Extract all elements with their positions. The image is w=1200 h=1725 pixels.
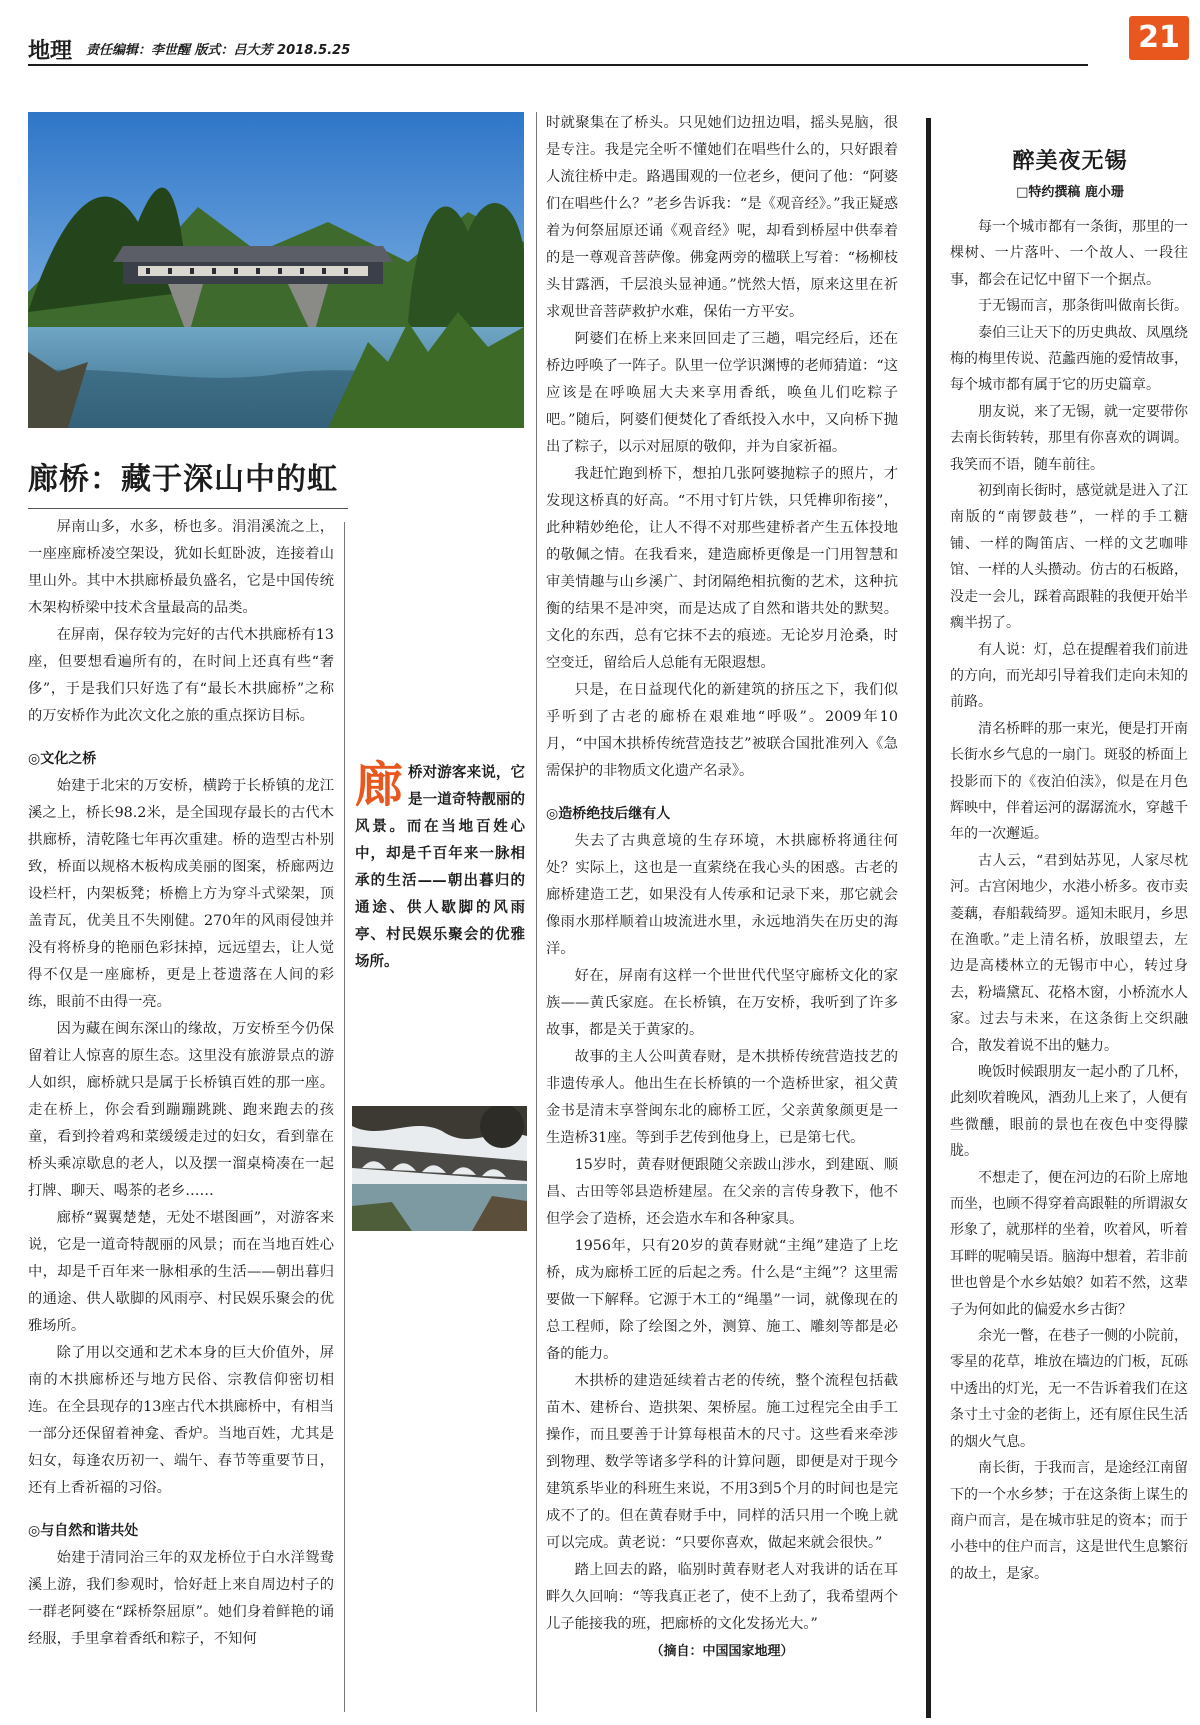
article-title: 廊桥：藏于深山中的虹 [28, 462, 338, 497]
body-paragraph: 泰伯三让天下的历史典故、凤凰绕梅的梅里传说、范蠡西施的爱情故事，每个城市都有属于它的历史篇章。 [950, 324, 1188, 394]
body-paragraph: 阿婆们在桥上来来回回走了三趟，唱完经后，还在桥边呼唤了一阵子。队里一位学识渊博的老师猜道：“这应该是在呼唤屈大夫来享用香纸，唤鱼儿们吃粽子吧。”随后，阿婆们便焚化了香纸投入水中，又向桥下抛出了粽子，以示对屈原的敬仰，并为自家祈福。 [546, 331, 898, 455]
body-paragraph: 失去了古典意境的生存环境，木拱廊桥将通往何处？实际上，这也是一直萦绕在我心头的困惑。古老的廊桥建造工艺，如果没有人传承和记录下来，那它就会像雨水那样顺着山坡流进水里，永远地消失在历史的海洋。 [546, 833, 898, 957]
body-paragraph: 于无锡而言，那条街叫做南长街。 [978, 298, 1188, 315]
body-paragraph: 因为藏在闽东深山的缘故，万安桥至今仍保留着让人惊喜的原生态。这里没有旅游景点的游人如织，廊桥就只是属于长桥镇百姓的那一座。走在桥上，你会看到蹦蹦跳跳、跑来跑去的孩童，看到拎着鸡和菜缓缓走过的妇女，看到靠在桥头乘凉歇息的老人，以及摆一溜桌椅凑在一起打牌、聊天、喝茶的老乡…… [28, 1021, 334, 1199]
body-paragraph: 屏南山多，水多，桥也多。涓涓溪流之上，一座座廊桥凌空架设，犹如长虹卧波，连接着山里山外。其中木拱廊桥最负盛名，它是中国传统木架构桥梁中技术含量最高的品类。 [28, 519, 334, 616]
article-column-2 [546, 110, 898, 1665]
body-paragraph: 始建于北宋的万安桥，横跨于长桥镇的龙江溪之上，桥长98.2米，是全国现存最长的古代木拱廊桥，清乾隆七年再次重建。桥的造型古朴别致，桥面以规格木板构成美丽的图案，桥廊两边设栏杆，内架板凳；桥檐上方为穿斗式梁架，顶盖青瓦，优美且不失刚健。270年的风雨侵蚀并没有将桥身的艳丽色彩抹掉，远远望去，让人觉得不仅是一座廊桥，更是上苍遗落在人间的彩练，眼前不由得一亮。 [28, 778, 334, 1010]
body-paragraph: 初到南长街时，感觉就是进入了江南版的“南锣鼓巷”，一样的手工糖铺、一样的陶笛店、一样的文艺咖啡馆、一样的人头攒动。仿古的石板路，没走一会儿，踩着高跟鞋的我便开始半瘸半拐了。 [950, 483, 1188, 632]
pull-quote-text: 桥对游客来说，它是一道奇特靓丽的风景。而在当地百姓心中，却是千百年来一脉相承的生活——朝出暮归的通途、供人歇脚的风雨亭、村民娱乐聚会的优雅场所。 [355, 765, 525, 970]
header-rule [28, 64, 1088, 66]
body-paragraph: 时就聚集在了桥头。只见她们边扭边唱，摇头晃脑，很是专注。我是完全听不懂她们在唱些什么的，只好跟着人流往桥中走。路遇围观的一位老乡，便问了他：“阿婆们在唱些什么？”老乡告诉我：“是《观音经》。”我正疑惑着为何祭屈原还诵《观音经》呢，却看到桥屋中供奉着的是一尊观音菩萨像。佛龛两旁的楹联上写着：“杨柳枝头甘露洒，千层浪头显神通。”恍然大悟，原来这里在祈求观世音菩萨救护水难，保佑一方平安。 [546, 115, 898, 320]
pull-quote-dropcap: 廊 [355, 757, 404, 813]
body-paragraph: 木拱桥的建造延续着古老的传统，整个流程包括截苗木、建桥台、造拱架、架桥屋。施工过程完全由手工操作，而且要善于计算每根苗木的尺寸。这些看来牵涉到物理、数学等诸多学科的计算问题，即便是对于现今建筑系毕业的科班生来说，不用3到5个月的时间也是完成不了的。但在黄春财手中，同样的活只用一个晚上就可以完成。黄老说：“只要你喜欢，做起来就会很快。” [546, 1373, 898, 1551]
body-paragraph: 晚饭时候跟朋友一起小酌了几杯，此刻吹着晚风，酒劲儿上来了，人便有些微醺，眼前的景也在夜色中变得朦胧。 [950, 1064, 1188, 1160]
column-divider [344, 522, 345, 1712]
editor-credits: 责任编辑：李世醒 版式：吕大芳 2018.5.25 [86, 43, 351, 58]
body-paragraph: 在屏南，保存较为完好的古代木拱廊桥有13座，但要想看遍所有的，在时间上还真有些“奢侈”，于是我们只好选了有“最长木拱廊桥”之称的万安桥作为此次文化之旅的重点探访目标。 [28, 627, 334, 724]
body-paragraph: 古人云，“君到姑苏见，人家尽枕河。古宫闲地少，水港小桥多。夜市卖菱藕，春船载绮罗。遥知未眠月，乡思在渔歌。”走上清名桥，放眼望去，左边是高楼林立的无锡市中心，转过身去，粉墙黛瓦、花格木窗，小桥流水人家。过去与未来，在这条街上交织融合，散发着说不出的魅力。 [950, 852, 1188, 1054]
pull-quote [355, 757, 525, 976]
body-paragraph: 除了用以交通和艺术本身的巨大价值外，屏南的木拱廊桥还与地方民俗、宗教信仰密切相连。在全县现存的13座古代木拱廊桥中，有相当一部分还保留着神龛、香炉。当地百姓，尤其是妇女，每逢农历初一、端午、春节等重要节日，还有上香祈福的习俗。 [28, 1345, 334, 1496]
body-paragraph: 只是，在日益现代化的新建筑的挤压之下，我们似乎听到了古老的廊桥在艰难地“呼吸”。2009年10月，“中国木拱桥传统营造技艺”被联合国批准列入《急需保护的非物质文化遗产名录》。 [546, 682, 898, 779]
body-paragraph: 每一个城市都有一条街，那里的一棵树、一片落叶、一个故人、一段往事，都会在记忆中留下一个据点。 [950, 219, 1188, 288]
body-paragraph: 好在，屏南有这样一个世世代代坚守廊桥文化的家族——黄氏家庭。在长桥镇，在万安桥，我听到了许多故事，都是关于黄家的。 [546, 968, 898, 1038]
body-paragraph: 清名桥畔的那一束光，便是打开南长街水乡气息的一扇门。斑驳的桥面上投影而下的《夜泊伯渎》，似是在月色辉映中，伴着运河的潺潺流水，穿越千年的一次邂逅。 [950, 720, 1188, 843]
section-label: 地理 [28, 39, 73, 64]
side-article-bar [926, 118, 931, 1718]
stone-arch-bridge-photo [352, 1106, 527, 1231]
column-divider [536, 112, 537, 1712]
page-number-badge: 21 [1129, 16, 1189, 60]
body-paragraph: 踏上回去的路，临别时黄春财老人对我讲的话在耳畔久久回响：“等我真正老了，使不上劲了，我希望两个儿子能接我的班，把廊桥的文化发扬光大。” [546, 1562, 898, 1632]
body-paragraph: 故事的主人公叫黄春财，是木拱桥传统营造技艺的非遗传承人。他出生在长桥镇的一个造桥世家，祖父黄金书是清末享誉闽东北的廊桥工匠，父亲黄象颜更是一生造桥31座。等到手艺传到他身上，已是第七代。 [546, 1049, 898, 1146]
body-paragraph: 我赶忙跑到桥下，想拍几张阿婆抛粽子的照片，才发现这桥真的好高。“不用寸钉片铁，只凭榫卯衔接”，此种精妙绝伦，让人不得不对那些建桥者产生五体投地的敬佩之情。在我看来，建造廊桥更像是一门用智慧和审美情趣与山乡溪广、封闭隔绝相抗衡的艺术，这种抗衡的结果不是冲突，而是达成了自然和谐共处的默契。文化的东西，总有它抹不去的痕迹。无论岁月沧桑，时空变迁，留给后人总能有无限遐想。 [546, 466, 898, 671]
body-paragraph: 1956年，只有20岁的黄春财就“主绳”建造了上圪桥，成为廊桥工匠的后起之秀。什么是“主绳”？这里需要做一下解释。它源于木工的“绳墨”一词，就像现在的总工程师，除了绘图之外，测算、施工、雕刻等都是必备的能力。 [546, 1238, 898, 1362]
covered-bridge-photo [28, 112, 524, 428]
body-paragraph: 朋友说，来了无锡，就一定要带你去南长街转转，那里有你喜欢的调调。我笑而不语，随车前往。 [950, 403, 1188, 473]
body-paragraph: 廊桥“翼翼楚楚，无处不堪图画”，对游客来说，它是一道奇特靓丽的风景；而在当地百姓心中，却是千百年来一脉相承的生活——朝出暮归的通途、供人歇脚的风雨亭、村民娱乐聚会的优雅场所。 [28, 1210, 334, 1334]
side-article-byline: □特约撰稿 鹿小珊 [1016, 185, 1124, 200]
body-paragraph: 南长街，于我而言，是途经江南留下的一个水乡梦；于在这条街上谋生的商户而言，是在城市驻足的资本；而于小巷中的住户而言，这是世代生息繁衍的故土，是家。 [950, 1460, 1188, 1582]
body-paragraph: 余光一瞥，在巷子一侧的小院前，零星的花草，堆放在墙边的门板，瓦砾中透出的灯光，无一不告诉着我们在这条寸土寸金的老街上，还有原住民生活的烟火气息。 [950, 1328, 1188, 1450]
side-article-column [950, 214, 1188, 1587]
section-subheading: ◎造桥绝技后继有人 [546, 806, 671, 822]
body-paragraph: 始建于清同治三年的双龙桥位于白水洋鸳鸯溪上游，我们参观时，恰好赶上来自周边村子的一群老阿婆在“踩桥祭屈原”。她们身着鲜艳的诵经服，手里拿着香纸和粽子，不知何 [28, 1550, 334, 1647]
body-paragraph: 不想走了，便在河边的石阶上席地而坐，也顾不得穿着高跟鞋的所谓淑女形象了，就那样的坐着，吹着风，听着耳畔的呢喃吴语。脑海中想着，若非前世也曾是个水乡姑娘？如若不然，这辈子为何如此的偏爱水乡古街？ [950, 1169, 1188, 1318]
title-underline [28, 508, 348, 509]
side-article-title: 醉美夜无锡 [1012, 148, 1128, 174]
article-column-1 [28, 514, 334, 1653]
body-paragraph: 有人说：灯，总在提醒着我们前进的方向，而光却引导着我们走向未知的前路。 [950, 641, 1188, 711]
body-paragraph: 15岁时，黄春财便跟随父亲跋山涉水，到建瓯、顺昌、古田等邻县造桥建屋。在父亲的言传身教下，他不但学会了造桥，还会造水车和各种家具。 [546, 1157, 898, 1227]
section-subheading: ◎与自然和谐共处 [28, 1523, 139, 1539]
section-subheading: ◎文化之桥 [28, 751, 97, 767]
source-credit: （摘自：中国国家地理） [650, 1644, 794, 1659]
